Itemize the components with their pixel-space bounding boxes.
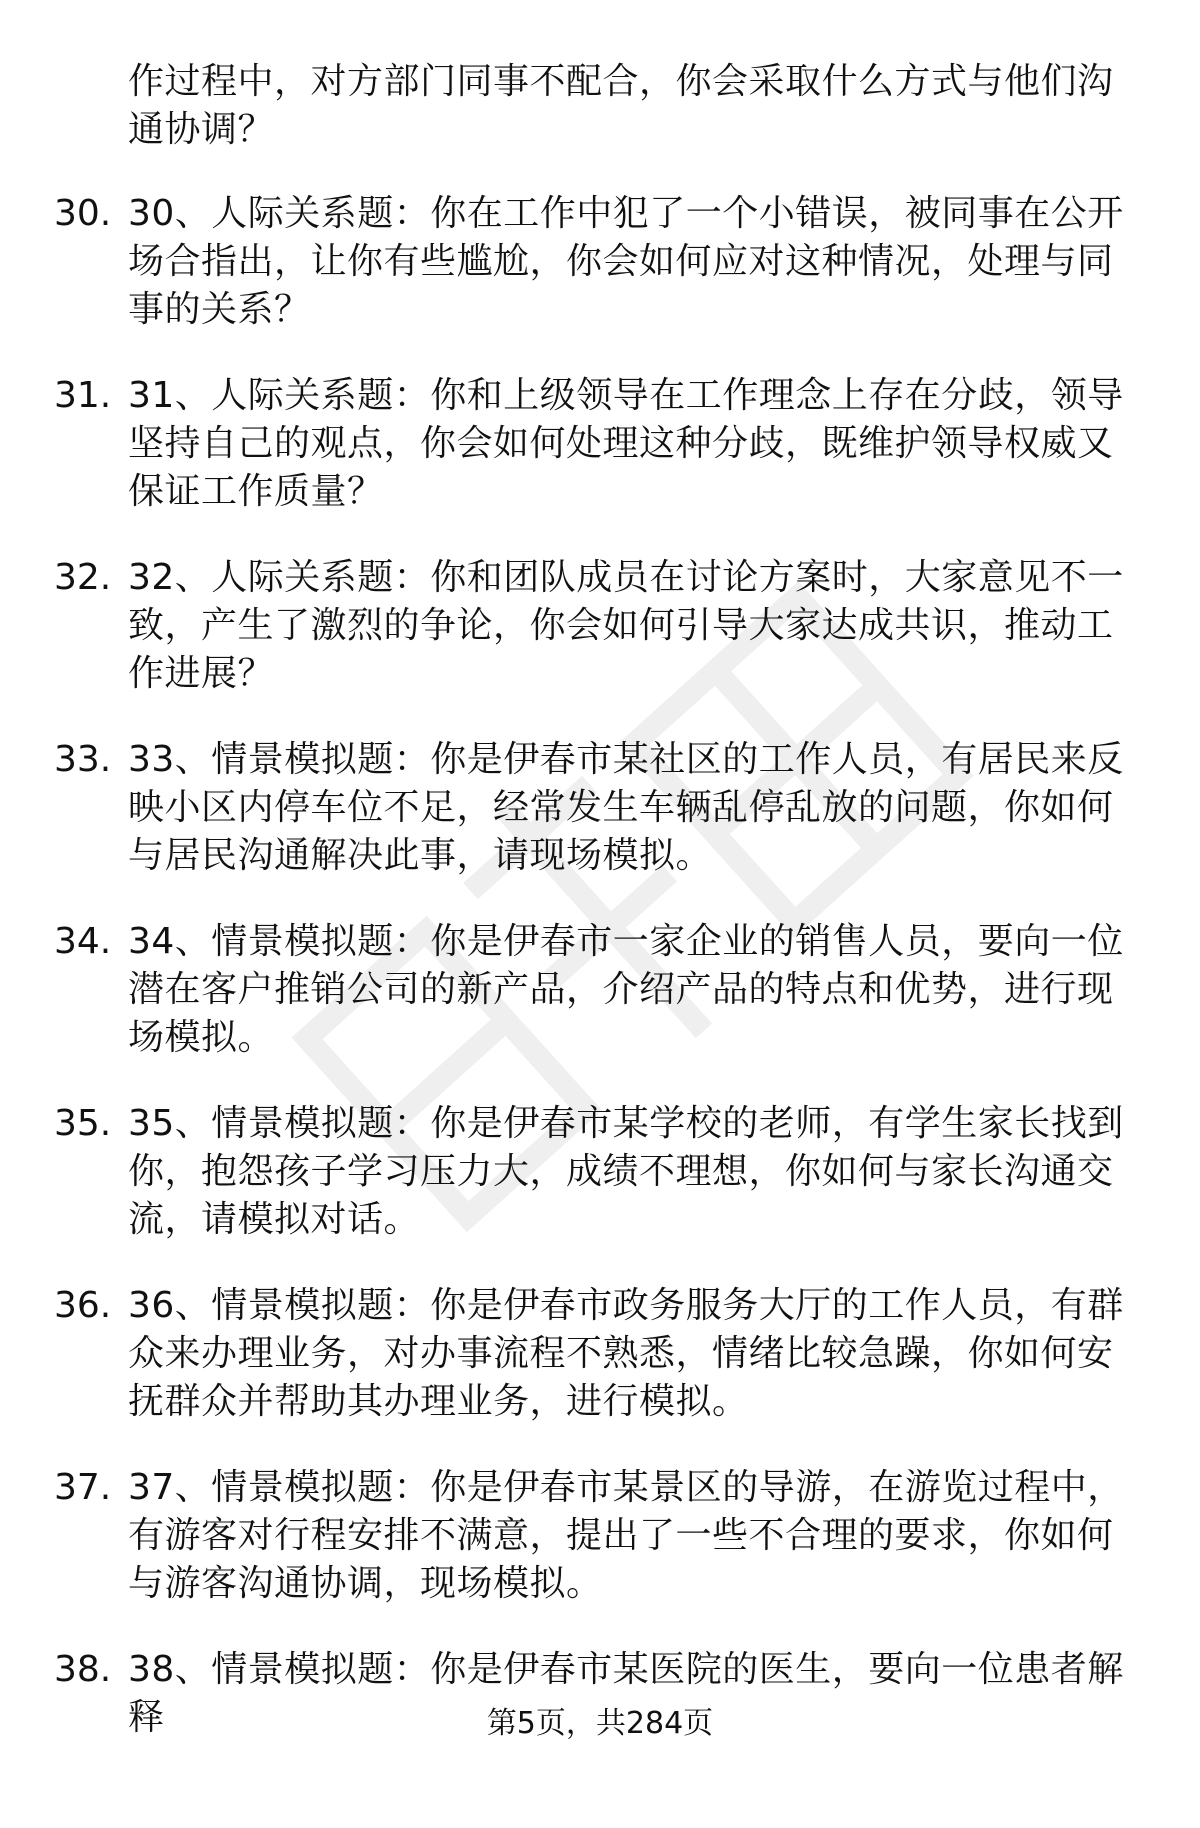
list-item	[0, 554, 1200, 702]
list-item	[0, 736, 1200, 884]
question-text: 37、情景模拟题：你是伊春市某景区的导游，在游览过程中，有游客对行程安排不满意，提出了一些不合理的要求，你如何与游客沟通协调，现场模拟。	[128, 1467, 1124, 1604]
list-item	[0, 1282, 1200, 1430]
question-number: 36.	[54, 1285, 112, 1326]
question-text: 36、情景模拟题：你是伊春市政务服务大厅的工作人员，有群众来办理业务，对办事流程不熟悉，情绪比较急躁，你如何安抚群众并帮助其办理业务，进行模拟。	[128, 1285, 1124, 1422]
page-number-footer: 第5页，共284页	[486, 1706, 714, 1741]
question-text: 33、情景模拟题：你是伊春市某社区的工作人员，有居民来反映小区内停车位不足，经常发生车辆乱停乱放的问题，你如何与居民沟通解决此事，请现场模拟。	[128, 739, 1124, 876]
question-text: 34、情景模拟题：你是伊春市一家企业的销售人员，要向一位潜在客户推销公司的新产品，介绍产品的特点和优势，进行现场模拟。	[128, 921, 1124, 1058]
question-number: 38.	[54, 1649, 112, 1690]
list-item	[0, 918, 1200, 1066]
list-item	[0, 190, 1200, 338]
question-text: 30、人际关系题：你在工作中犯了一个小错误，被同事在公开场合指出，让你有些尴尬，你会如何应对这种情况，处理与同事的关系？	[128, 193, 1124, 330]
question-number: 30.	[54, 193, 112, 234]
list-item	[0, 1464, 1200, 1612]
question-number: 35.	[54, 1103, 112, 1144]
question-number: 37.	[54, 1467, 112, 1508]
list-item	[0, 1100, 1200, 1248]
question-text: 38、情景模拟题：你是伊春市某医院的医生，要向一位患者解释	[128, 1649, 1124, 1738]
question-text: 35、情景模拟题：你是伊春市某学校的老师，有学生家长找到你，抱怨孩子学习压力大，成绩不理想，你如何与家长沟通交流，请模拟对话。	[128, 1103, 1124, 1240]
question-text: 31、人际关系题：你和上级领导在工作理念上存在分歧，领导坚持自己的观点，你会如何处理这种分歧，既维护领导权威又保证工作质量？	[128, 375, 1124, 512]
question-number: 33.	[54, 739, 112, 780]
question-list	[0, 190, 1200, 1828]
question-number: 34.	[54, 921, 112, 962]
question-number: 32.	[54, 557, 112, 598]
list-item	[0, 372, 1200, 520]
continuation-paragraph: 作过程中，对方部门同事不配合，你会采取什么方式与他们沟通协调？	[128, 61, 1114, 150]
question-number: 31.	[54, 375, 112, 416]
question-text: 32、人际关系题：你和团队成员在讨论方案时，大家意见不一致，产生了激烈的争论，你会如何引导大家达成共识，推动工作进展？	[128, 557, 1124, 694]
